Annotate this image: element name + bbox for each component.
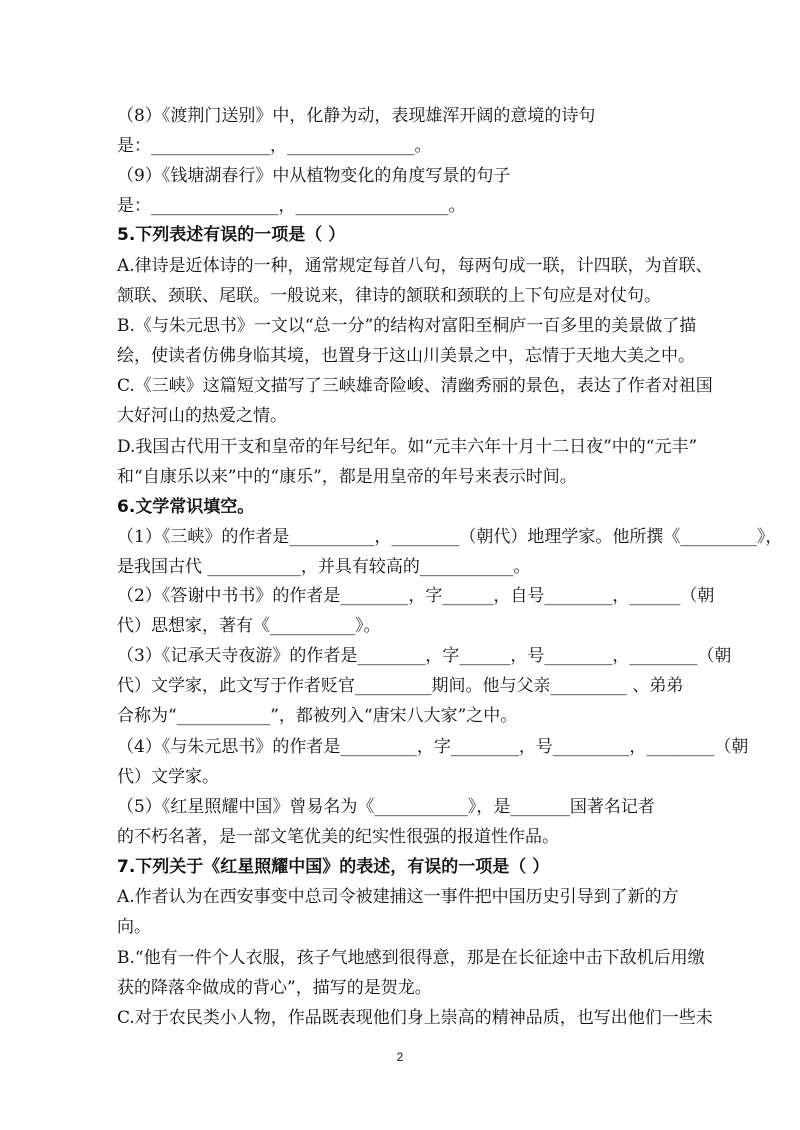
- text-line: 绘，使读者仿佛身临其境，也置身于这山川美景之中，忘情于天地大美之中。: [117, 346, 695, 366]
- text-line: （2）《答谢中书书》的作者是________，字______，自号________，______（朝: [117, 586, 715, 606]
- text-line: A.律诗是近体诗的一种，通常规定每首八句，每两句成一联，计四联，为首联、: [117, 256, 713, 276]
- text-line: （1）《三峡》的作者是__________，________（朝代）地理学家。他所撰《_________》，: [117, 527, 783, 547]
- text-line: （4）《与朱元思书》的作者是_________，字________，号_________，________（朝: [117, 737, 749, 757]
- text-line: 是我国古代 ___________，并具有较高的___________。: [117, 557, 531, 577]
- text-line: （3）《记承天寺夜游》的作者是________，字______，号________，________（朝: [117, 646, 732, 666]
- text-line: A.作者认为在西安事变中总司令被建捕这一事件把中国历史引导到了新的方: [117, 887, 679, 907]
- page-number: 2: [396, 1050, 404, 1064]
- text-line: 的不朽名著，是一部文笔优美的纪实性很强的报道性作品。: [117, 827, 559, 847]
- question-heading: 6.文学常识填空。: [117, 497, 255, 517]
- text-line: 代）文学家。: [117, 767, 219, 787]
- text-line: 代）思想家，著有《__________》。: [117, 616, 381, 636]
- text-line: C.《三峡》这篇短文描写了三峡雄奇险峻、清幽秀丽的景色，表达了作者对祖国: [117, 376, 713, 396]
- text-line: 是：_______________，__________________。: [117, 196, 466, 216]
- text-line: （8）《渡荆门送别》中，化静为动，表现雄浑开阔的意境的诗句: [117, 106, 596, 126]
- text-line: 和“自康乐以来”中的“康乐”，都是用皇帝的年号来表示时间。: [117, 467, 577, 487]
- text-line: 大好河山的热爱之情。: [117, 406, 287, 426]
- text-line: （9）《钱塘湖春行》中从植物变化的角度写景的句子: [117, 166, 511, 186]
- text-line: D.我国古代用干支和皇帝的年号纪年。如“元丰六年十月十二日夜”中的“元丰”: [117, 437, 698, 457]
- text-line: C.对于农民类小人物，作品既表现他们身上崇高的精神品质，也写出他们一些未: [117, 1008, 713, 1028]
- question-heading: 7.下列关于《红星照耀中国》的表述，有误的一项是（ ）: [117, 857, 550, 877]
- text-line: B.“他有一件个人衣服，孩子气地感到很得意，那是在长征途中击下敌机后用缴: [117, 948, 705, 968]
- question-heading: 5.下列表述有误的一项是（ ）: [117, 225, 346, 245]
- text-line: 是：______________，_______________。: [117, 136, 432, 156]
- text-line: 向。: [117, 917, 151, 937]
- text-line: B.《与朱元思书》一文以“总一分”的结构对富阳至桐庐一百多里的美景做了描: [117, 316, 697, 336]
- text-line: 合称为“___________”，都被列入“唐宋八大家”之中。: [117, 706, 518, 726]
- text-line: 代）文学家，此文写于作者贬官_________期间。他与父亲_________ 、弟弟: [117, 676, 684, 696]
- text-line: （5）《红星照耀中国》曾易名为《___________》，是_______国著名记者: [117, 797, 655, 817]
- text-line: 获的降落伞做成的背心”，描写的是贺龙。: [117, 978, 432, 998]
- text-line: 颔联、颈联、尾联。一般说来，律诗的颔联和颈联的上下句应是对仗句。: [117, 286, 661, 306]
